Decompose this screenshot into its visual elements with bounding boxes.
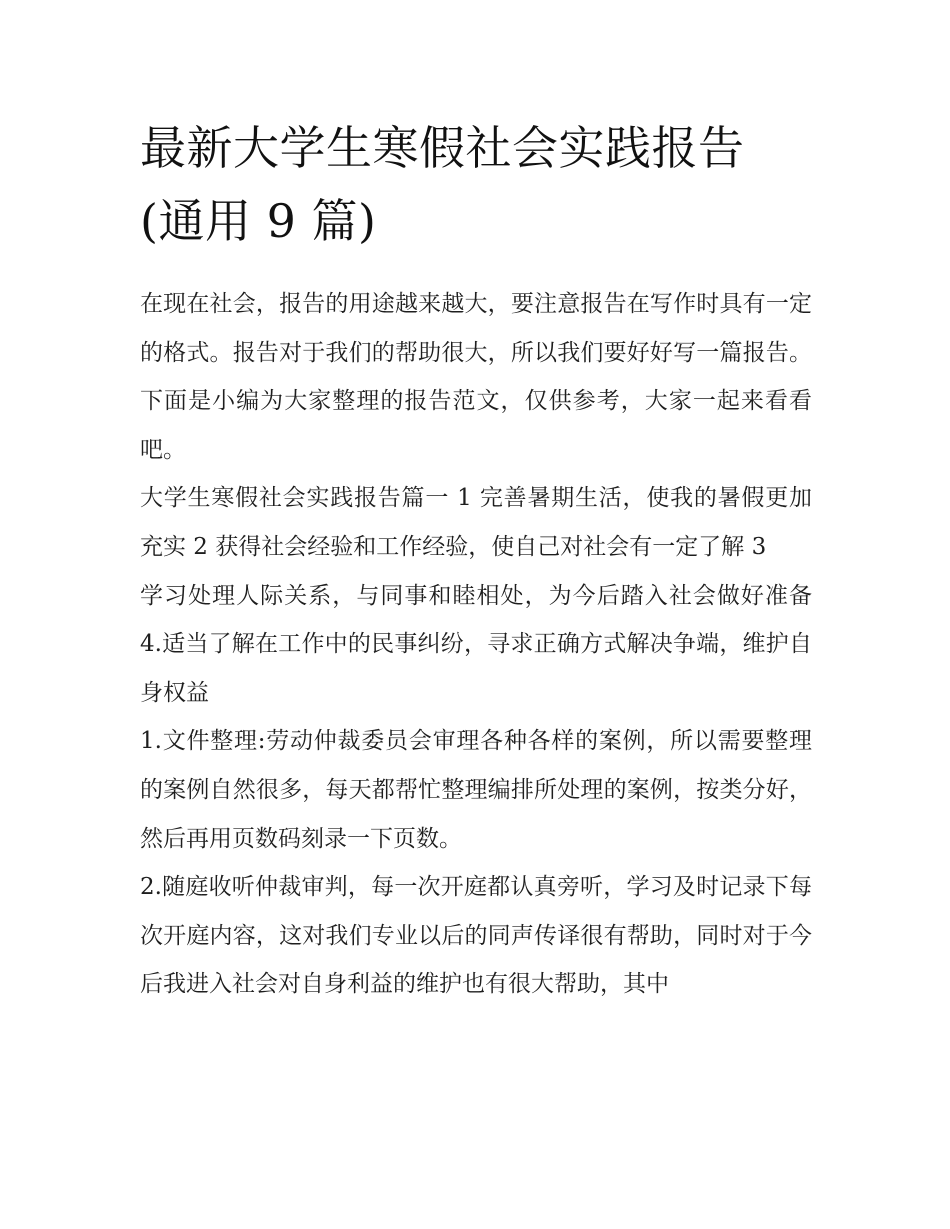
title-line-1: 最新大学生寒假社会实践报告	[140, 121, 745, 175]
file-organizing-paragraph: 1.文件整理:劳动仲裁委员会审理各种各样的案例，所以需要整理的案例自然很多，每天都帮忙整理编排所处理的案例，按类分好，然后再用页数码刻录一下页数。	[140, 728, 812, 852]
arbitration-hearing-paragraph: 2.随庭收听仲裁审判，每一次开庭都认真旁听，学习及时记录下每次开庭内容，这对我们专业以后的同声传译很有帮助，同时对于今后我进入社会对自身利益的维护也有很大帮助，其中	[140, 874, 812, 998]
intro-paragraph: 在现在社会，报告的用途越来越大，要注意报告在写作时具有一定的格式。报告对于我们的帮助很大，所以我们要好好写一篇报告。下面是小编为大家整理的报告范文，仅供参考，大家一起来看看吧。	[140, 291, 812, 463]
section-one-paragraph: 大学生寒假社会实践报告篇一 1 完善暑期生活，使我的暑假更加充实 2 获得社会经验和工作经验，使自己对社会有一定了解 3	[140, 485, 812, 560]
title-line-2: (通用 9 篇)	[140, 194, 377, 248]
document-title	[140, 112, 812, 258]
document-body	[140, 112, 812, 1009]
interpersonal-paragraph: 学习处理人际关系，与同事和睦相处，为今后踏入社会做好准备 4.适当了解在工作中的民事纠纷，寻求正确方式解决争端，维护自身权益	[140, 582, 812, 706]
